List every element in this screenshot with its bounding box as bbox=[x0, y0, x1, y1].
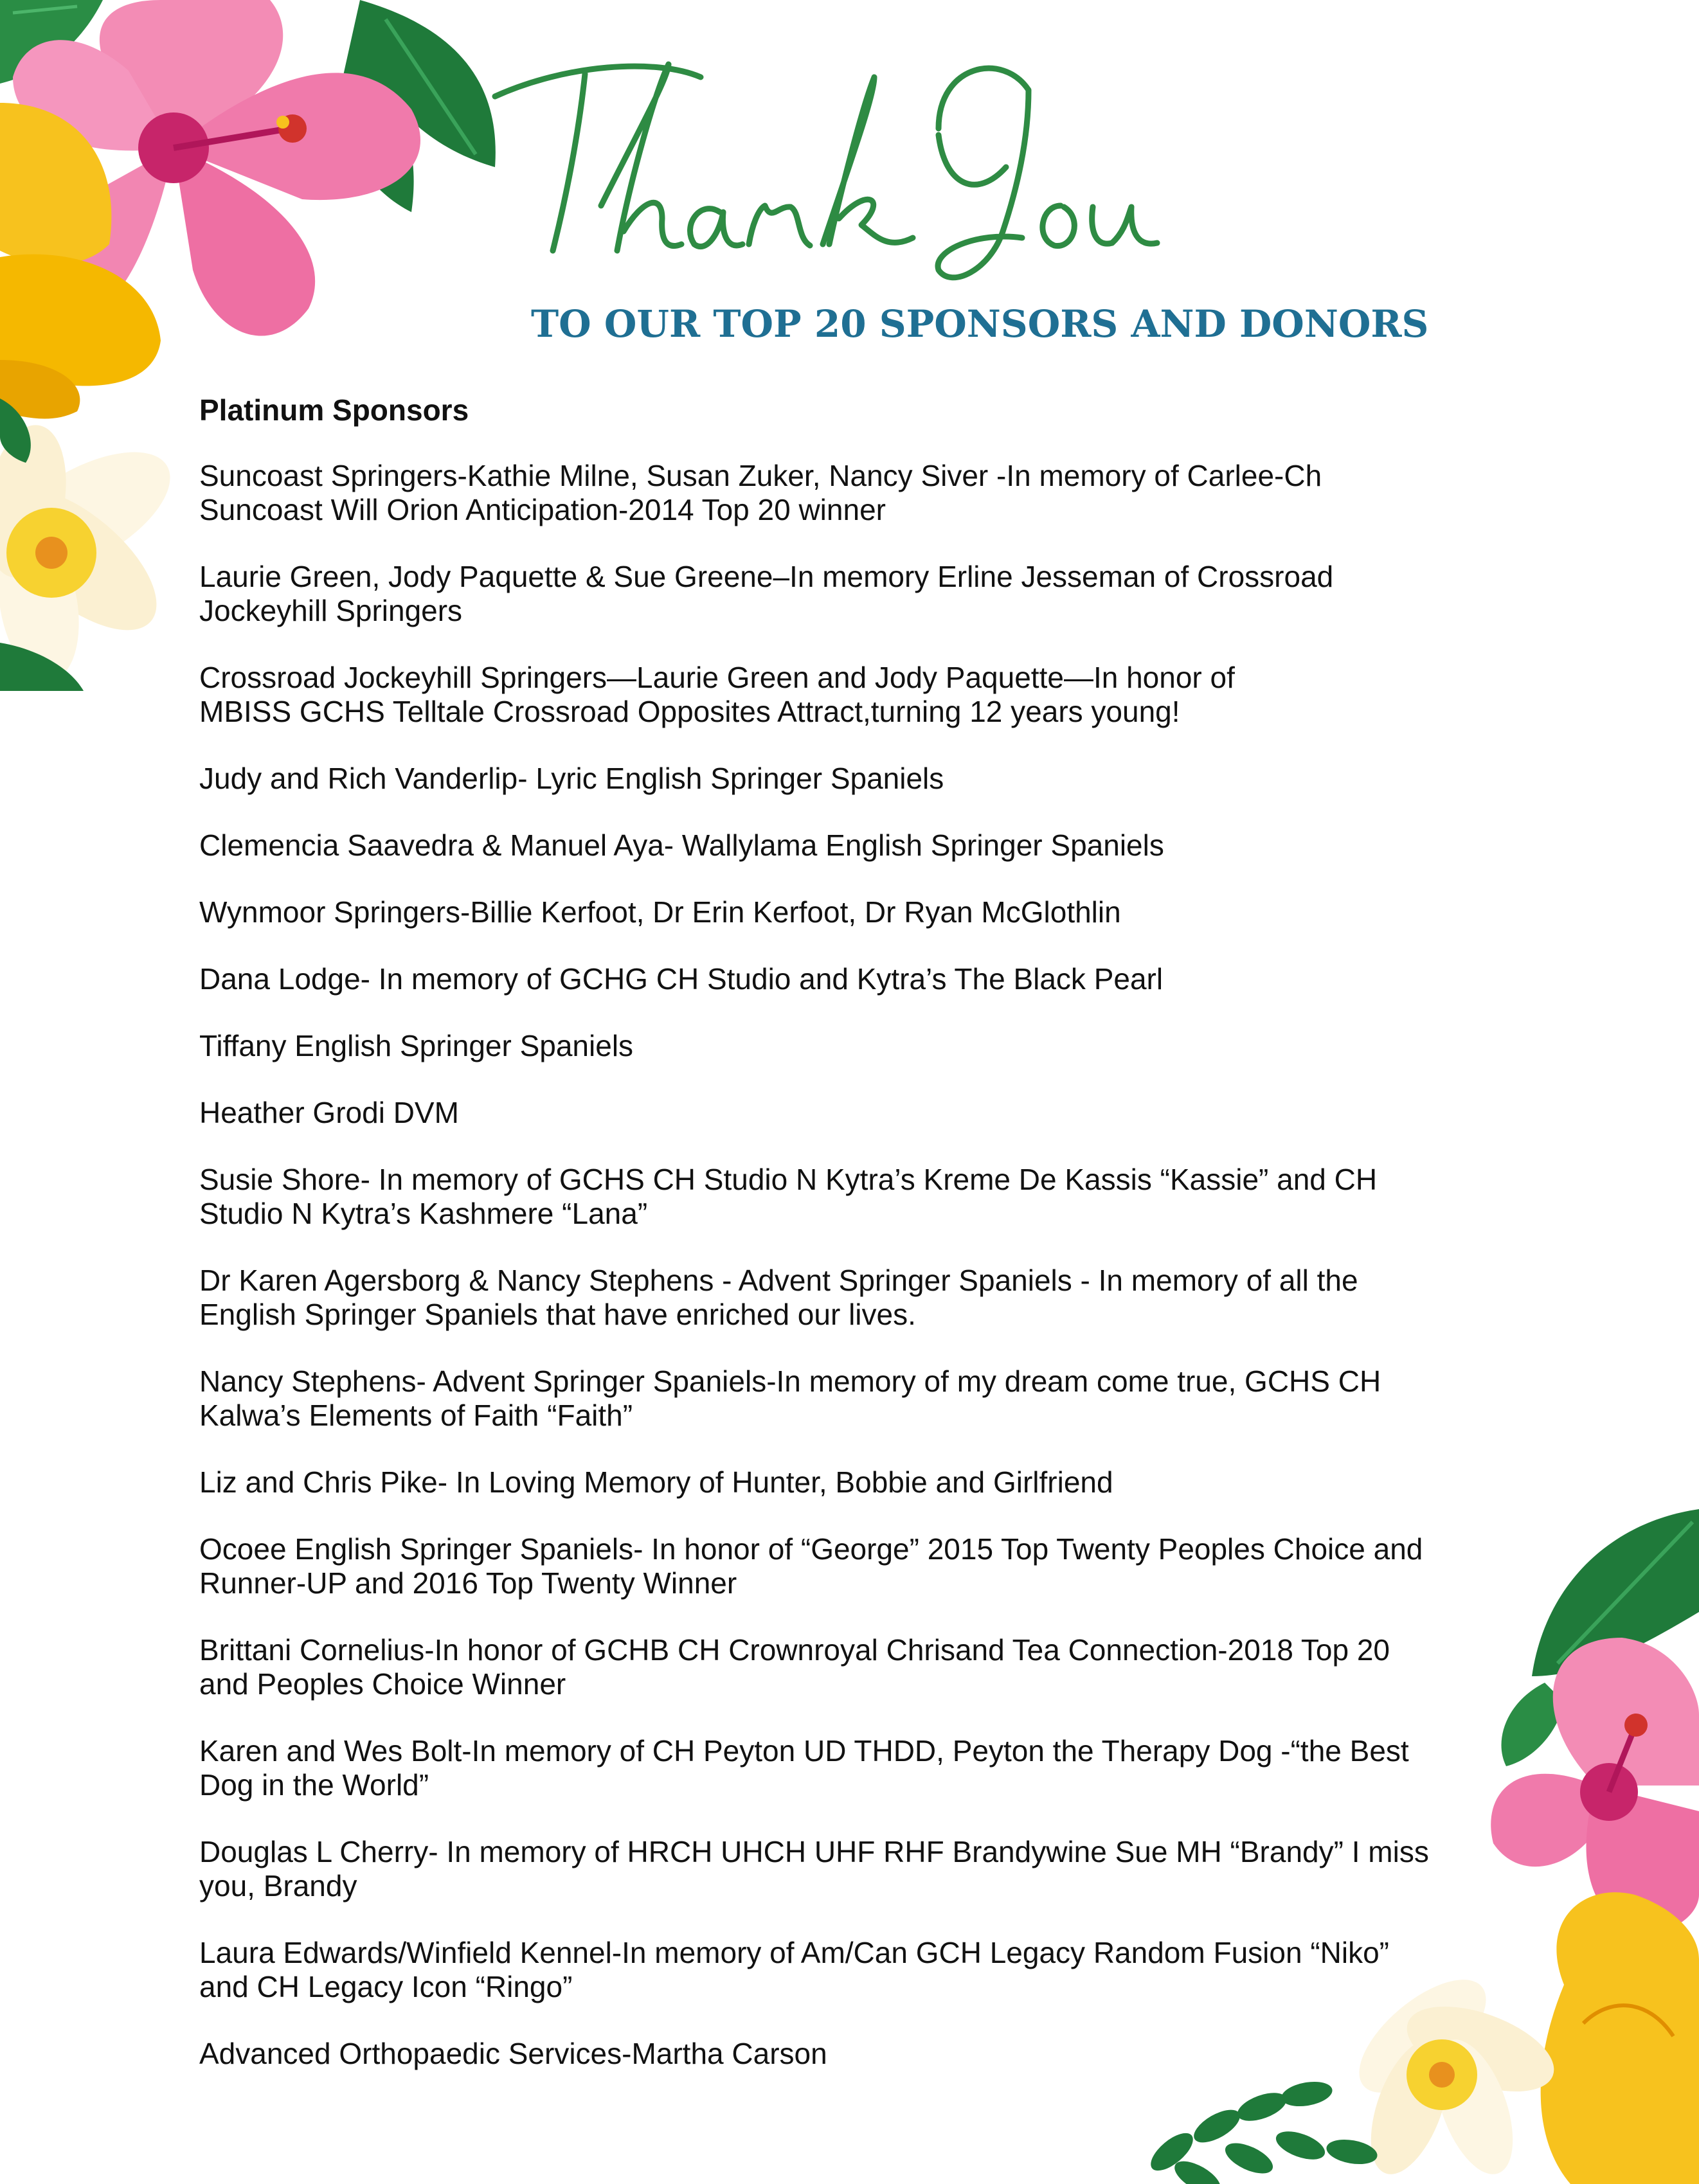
list-item: Brittani Cornelius-In honor of GCHB CH Crownroyal Chrisand Tea Connection-2018 Top 20 and Peoples Choice Winner bbox=[199, 1633, 1390, 1701]
thank-you-title-text bbox=[489, 39, 1209, 289]
list-item: Nancy Stephens- Advent Springer Spaniels-In memory of my dream come true, GCHS CH Kalwa’s Elements of Faith “Faith” bbox=[199, 1365, 1381, 1432]
list-item: Heather Grodi DVM bbox=[199, 1096, 459, 1129]
list-item: Laura Edwards/Winfield Kennel-In memory of Am/Can GCH Legacy Random Fusion “Niko” and CH Legacy Icon “Ringo” bbox=[199, 1936, 1389, 2003]
list-item: Dr Karen Agersborg & Nancy Stephens - Advent Springer Spaniels - In memory of all the English Springer Spaniels that have enriched our lives. bbox=[199, 1264, 1358, 1331]
list-item: Ocoee English Springer Spaniels- In honor of “George” 2015 Top Twenty Peoples Choice and Runner-UP and 2016 Top Twenty Winner bbox=[199, 1532, 1423, 1600]
list-item: Susie Shore- In memory of GCHS CH Studio N Kytra’s Kreme De Kassis “Kassie” and CH Studio N Kytra’s Kashmere “Lana” bbox=[199, 1163, 1378, 1230]
list-item: Douglas L Cherry- In memory of HRCH UHCH UHF RHF Brandywine Sue MH “Brandy” I miss you, Brandy bbox=[199, 1835, 1429, 1902]
yellow-hibiscus-icon bbox=[1541, 1892, 1699, 2184]
list-item: Clemencia Saavedra & Manuel Aya- Wallylama English Springer Spaniels bbox=[199, 828, 1164, 862]
list-item: Judy and Rich Vanderlip- Lyric English Springer Spaniels bbox=[199, 762, 944, 795]
floral-decoration-bottom-right bbox=[1120, 1509, 1699, 2184]
list-item: Suncoast Springers-Kathie Milne, Susan Zuker, Nancy Siver -In memory of Carlee-Ch Suncoast Will Orion Anticipation-2014 Top 20 winner bbox=[199, 459, 1322, 526]
list-item: Liz and Chris Pike- In Loving Memory of Hunter, Bobbie and Girlfriend bbox=[199, 1465, 1113, 1499]
section-heading: Platinum Sponsors bbox=[199, 393, 469, 427]
list-item: Crossroad Jockeyhill Springers—Laurie Green and Jody Paquette—In honor of MBISS GCHS Telltale Crossroad Opposites Attract,turning 12 years young! bbox=[199, 661, 1235, 728]
list-item: Dana Lodge- In memory of GCHG CH Studio and Kytra’s The Black Pearl bbox=[199, 962, 1164, 996]
list-item: Advanced Orthopaedic Services-Martha Carson bbox=[199, 2037, 827, 2070]
thank-you-script-title bbox=[489, 39, 1209, 289]
pink-hibiscus-icon bbox=[1491, 1638, 1699, 1933]
list-item: Wynmoor Springers-Billie Kerfoot, Dr Erin Kerfoot, Dr Ryan McGlothlin bbox=[199, 895, 1121, 929]
leaf-icon bbox=[1145, 2078, 1380, 2184]
list-item: Laurie Green, Jody Paquette & Sue Greene–In memory Erline Jesseman of Crossroad Jockeyhill Springers bbox=[199, 560, 1334, 627]
plumeria-flower-icon bbox=[0, 418, 190, 686]
subtitle: TO OUR TOP 20 SPONSORS AND DONORS bbox=[531, 302, 1429, 346]
list-item: Tiffany English Springer Spaniels bbox=[199, 1029, 634, 1062]
list-item: Karen and Wes Bolt-In memory of CH Peyton UD THDD, Peyton the Therapy Dog -“the Best Dog in the World” bbox=[199, 1734, 1409, 1802]
